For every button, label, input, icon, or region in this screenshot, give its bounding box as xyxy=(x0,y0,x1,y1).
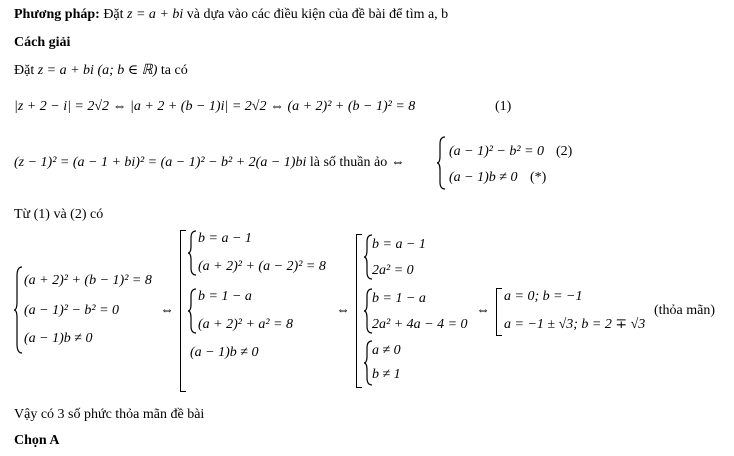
eq2-cond-1: (a − 1)² − b² = 0 xyxy=(449,144,545,159)
right-mid-eq-1: b = 1 − a xyxy=(372,291,426,306)
eq2-cond-2: (a − 1)b ≠ 0 xyxy=(449,170,518,185)
equation-1-label: (1) xyxy=(495,99,512,114)
eq2-cond-2-label: (*) xyxy=(530,170,547,185)
result-2: a = −1 ± √3; b = 2 ∓ √3 xyxy=(504,317,646,332)
method-expr: z = a + bi xyxy=(127,7,184,22)
set-suffix: ta có xyxy=(160,63,188,78)
equation-2-expr: (z − 1)² = (a − 1 + bi)² = (a − 1)² − b² + 2(a − 1)bi xyxy=(14,155,307,170)
left-system-eq-1: (a + 2)² + (b − 1)² = 8 xyxy=(24,273,152,288)
eq2-brace xyxy=(437,136,447,190)
method-label: Phương pháp: xyxy=(14,7,100,22)
result-bracket xyxy=(496,288,502,336)
from-line: Từ (1) và (2) có xyxy=(14,207,104,222)
arrow-2: ⇔ xyxy=(336,303,350,318)
middle-top-eq-2: (a + 2)² + (a − 2)² = 8 xyxy=(198,259,326,274)
right-bottom-eq-2: b ≠ 1 xyxy=(372,367,401,382)
set-line xyxy=(14,62,188,80)
result-1: a = 0; b = −1 xyxy=(504,289,583,304)
left-system-eq-2: (a − 1)² − b² = 0 xyxy=(24,303,120,318)
equivalence-arrow: ⇔ xyxy=(390,155,405,170)
right-bracket xyxy=(356,234,362,388)
answer: Chọn A xyxy=(14,433,60,448)
middle-bottom-eq-2: (a + 2)² + a² = 8 xyxy=(198,317,294,332)
right-top-eq-1: b = a − 1 xyxy=(372,237,426,252)
equation-1: |z + 2 − i| = 2√2 ⇔ |a + 2 + (b − 1)i| = 2√2 ⇔ (a + 2)² + (b − 1)² = 8 xyxy=(14,99,416,114)
left-system-eq-3: (a − 1)b ≠ 0 xyxy=(24,331,93,346)
right-top-eq-2: 2a² = 0 xyxy=(372,263,414,278)
right-mid-eq-2: 2a² + 4a − 4 = 0 xyxy=(372,317,468,332)
method-line xyxy=(14,6,448,24)
set-prefix: Đặt xyxy=(14,63,35,78)
middle-brace-top xyxy=(188,230,198,276)
conclusion: Vậy có 3 số phức thỏa mãn đề bài xyxy=(14,407,205,422)
left-system-brace xyxy=(14,266,24,354)
middle-bracket xyxy=(180,230,186,392)
middle-top-eq-1: b = a − 1 xyxy=(198,231,252,246)
set-expr: z = a + bi (a; b ∈ ℝ) xyxy=(37,63,158,78)
result-note: (thỏa mãn) xyxy=(654,303,716,318)
middle-extra-eq: (a − 1)b ≠ 0 xyxy=(190,345,259,360)
method-text-2: và dựa vào các điều kiện của đề bài để tìm a, b xyxy=(186,7,449,22)
middle-brace-bottom xyxy=(188,288,198,334)
equation-2-text: là số thuần ảo xyxy=(309,155,388,170)
solution-heading: Cách giải xyxy=(14,35,71,50)
right-bottom-eq-1: a ≠ 0 xyxy=(372,343,401,358)
arrow-3: ⇔ xyxy=(476,303,490,318)
equation-2 xyxy=(14,154,405,172)
method-text-1: Đặt xyxy=(103,7,124,22)
arrow-1: ⇔ xyxy=(160,303,174,318)
eq2-cond-1-label: (2) xyxy=(556,144,573,159)
middle-bottom-eq-1: b = 1 − a xyxy=(198,289,252,304)
